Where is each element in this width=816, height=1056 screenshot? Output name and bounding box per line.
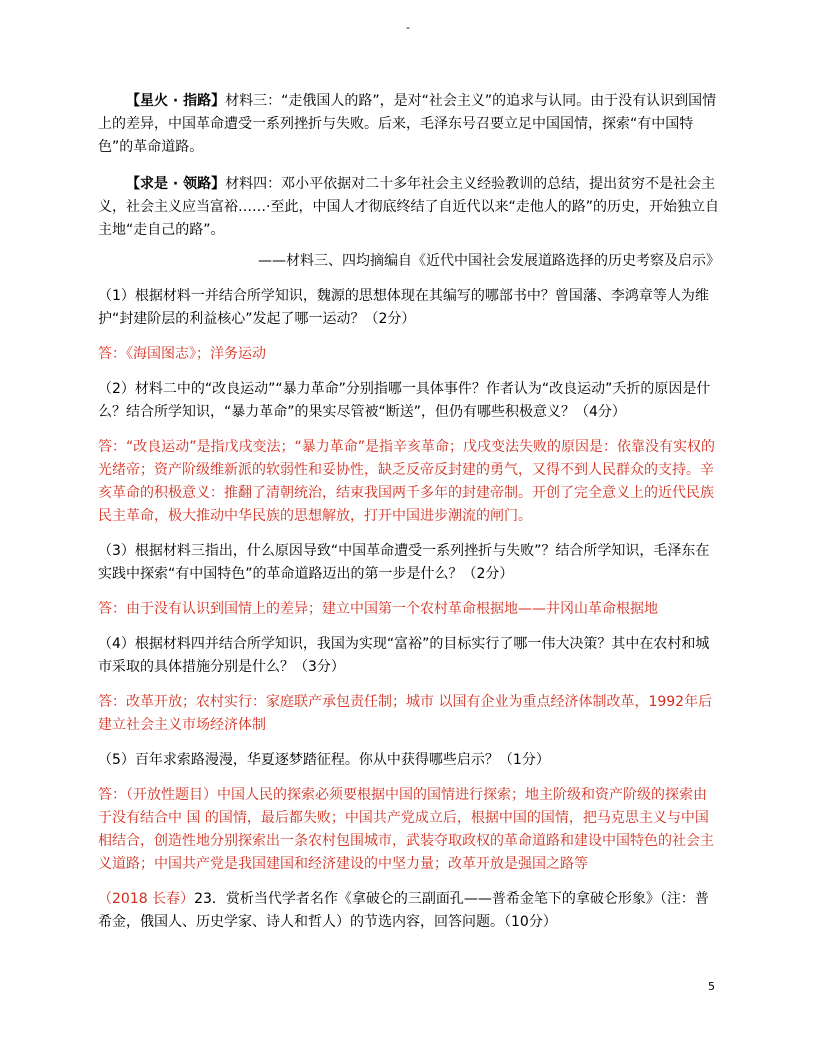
next-question bbox=[98, 888, 720, 934]
answer-2: 答：“改良运动”是指戊戌变法；“暴力革命”是指辛亥革命；戊戌变法失败的原因是：依靠没有实权的光绪帝；资产阶级维新派的软弱性和妥协性，缺乏反帝反封建的勇气，又得不到人民群众的支持。辛亥革命的积极意义：推翻了清朝统治，结束我国两千多年的封建帝制。开创了完全意义上的近代民族民主革命，极大推动中华民族的思想解放，打开中国进步潮流的闸门。 bbox=[98, 439, 716, 524]
question-3: （3）根据材料三指出，什么原因导致“中国革命遭受一系列挫折与失败”？结合所学知识，毛泽东在实践中探索“有中国特色”的革命道路迈出的第一步是什么？（2分） bbox=[98, 543, 710, 582]
material-three-tag: 【星火 · 指路】 bbox=[126, 93, 226, 109]
source-citation: ——材料三、四均摘编自《近代中国社会发展道路选择的历史考察及启示》 bbox=[258, 253, 720, 269]
header-mark: - bbox=[406, 21, 410, 34]
material-three bbox=[98, 90, 720, 159]
answer-1: 答：《海国图志》；洋务运动 bbox=[98, 346, 266, 362]
material-four bbox=[98, 173, 720, 242]
question-5: （5）百年求索路漫漫，华夏逐梦踏征程。你从中获得哪些启示？（1分） bbox=[98, 752, 550, 768]
material-four-tag: 【求是 · 领路】 bbox=[126, 176, 226, 192]
answer-3: 答：由于没有认识到国情上的差异；建立中国第一个农村革命根据地——井冈山革命根据地 bbox=[98, 601, 658, 617]
question-1: （1）根据材料一并结合所学知识，魏源的思想体现在其编写的哪部书中？曾国藩、李鸿章等人为维护“封建阶层的利益核心”发起了哪一运动？（2分） bbox=[98, 288, 709, 327]
question-4: （4）根据材料四并结合所学知识，我国为实现“富裕”的目标实行了哪一伟大决策？其中在农村和城市采取的具体措施分别是什么？（3分） bbox=[98, 636, 710, 675]
answer-5: 答：（开放性题目）中国人民的探索必须要根据中国的国情进行探索；地主阶级和资产阶级的探索由于没有结合中 国 的国情，最后都失败；中国共产党成立后，根据中国的国情，把马克思主义与中国相结合，创造性地分别探索出一条农村包围城市，武装夺取政权的革命道路和建设中国特色的社会主义道路；中国共产党是我国建国和经济建设的中坚力量；改革开放是强国之路等 bbox=[98, 787, 714, 872]
answer-4: 答：改革开放；农村实行：家庭联产承包责任制；城市 以国有企业为重点经济体制改革，1992年后建立社会主义市场经济体制 bbox=[98, 694, 713, 733]
page-number: 5 bbox=[708, 980, 715, 993]
next-question-tag: （2018 长春） bbox=[98, 891, 195, 907]
question-2: （2）材料二中的“改良运动”“暴力革命”分别指哪一具体事件？作者认为“改良运动”夭折的原因是什么？结合所学知识，“暴力革命”的果实尽管被“断送”，但仍有哪些积极意义？（4分） bbox=[98, 381, 711, 420]
material-three-text: 材料三：“走俄国人的路”，是对“社会主义”的追求与认同。由于没有认识到国情上的差异，中国革命遭受一系列挫折与失败。后来，毛泽东号召要立足中国国情，探索“有中国特色”的革命道路。 bbox=[98, 93, 717, 155]
document-body bbox=[98, 90, 720, 934]
material-four-text: 材料四：邓小平依据对二十多年社会主义经验教训的总结，提出贫穷不是社会主义，社会主义应当富裕……·至此，中国人才彻底终结了自近代以来“走他人的路”的历史，开始独立自主地“走自己的路”。 bbox=[98, 176, 719, 238]
next-question-text: 23．赏析当代学者名作《拿破仑的三副面孔——普希金笔下的拿破仑形象》（注：普希金，俄国人、历史学家、诗人和哲人）的节选内容，回答问题。（10分） bbox=[98, 891, 709, 930]
